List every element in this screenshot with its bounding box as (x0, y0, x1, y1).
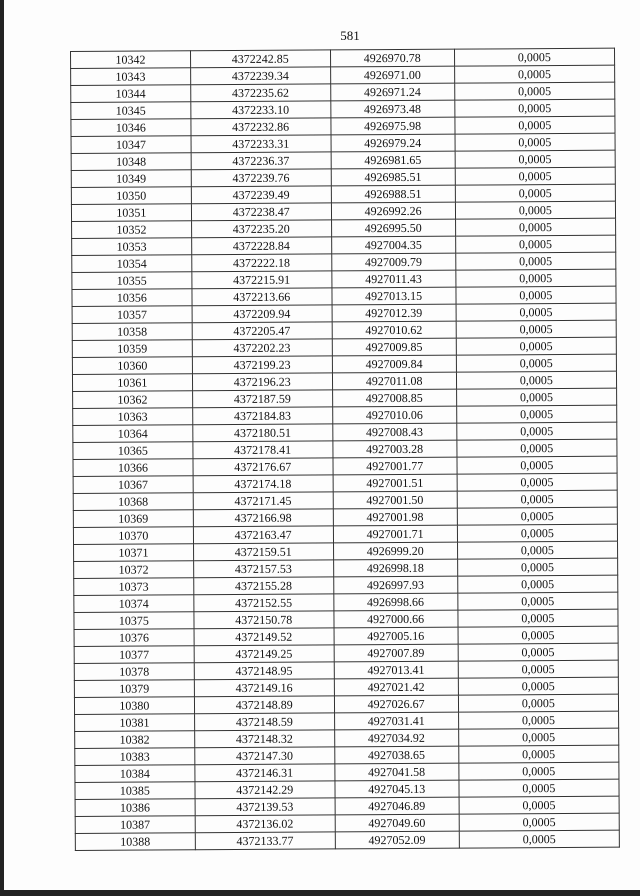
point-number-cell: 10364 (73, 425, 193, 443)
page-number: 581 (340, 28, 360, 43)
x-coordinate-cell: 4372184.83 (192, 407, 332, 425)
deviation-cell: 0,0005 (458, 745, 618, 763)
point-number-cell: 10379 (74, 680, 194, 698)
deviation-cell: 0,0005 (455, 201, 615, 219)
x-coordinate-cell: 4372178.41 (193, 441, 333, 459)
deviation-cell: 0,0005 (455, 167, 615, 185)
deviation-cell: 0,0005 (457, 473, 617, 491)
deviation-cell: 0,0005 (456, 354, 616, 372)
x-coordinate-cell: 4372242.85 (190, 50, 330, 68)
deviation-cell: 0,0005 (458, 660, 618, 678)
point-number-cell: 10360 (72, 357, 192, 375)
deviation-cell: 0,0005 (457, 558, 617, 576)
coordinates-table-body (71, 48, 620, 850)
deviation-cell: 0,0005 (457, 456, 617, 474)
point-number-cell: 10370 (73, 527, 193, 545)
point-number-cell: 10387 (75, 816, 195, 834)
deviation-cell: 0,0005 (458, 728, 618, 746)
deviation-cell: 0,0005 (454, 48, 614, 66)
y-coordinate-cell: 4926971.24 (330, 83, 454, 101)
deviation-cell: 0,0005 (456, 269, 616, 287)
y-coordinate-cell: 4927010.62 (332, 321, 456, 339)
deviation-cell: 0,0005 (454, 65, 614, 83)
y-coordinate-cell: 4926988.51 (331, 185, 455, 203)
x-coordinate-cell: 4372236.37 (191, 152, 331, 170)
point-number-cell: 10372 (74, 561, 194, 579)
point-number-cell: 10381 (75, 714, 195, 732)
point-number-cell: 10388 (75, 833, 195, 851)
point-number-cell: 10361 (72, 374, 192, 392)
x-coordinate-cell: 4372239.76 (191, 169, 331, 187)
point-number-cell: 10371 (74, 544, 194, 562)
y-coordinate-cell: 4927009.79 (331, 253, 455, 271)
y-coordinate-cell: 4926979.24 (331, 134, 455, 152)
scan-edge-left (0, 0, 4, 896)
deviation-cell: 0,0005 (457, 490, 617, 508)
x-coordinate-cell: 4372233.31 (191, 135, 331, 153)
x-coordinate-cell: 4372187.59 (192, 390, 332, 408)
y-coordinate-cell: 4927001.51 (333, 474, 457, 492)
x-coordinate-cell: 4372166.98 (193, 509, 333, 527)
point-number-cell: 10386 (75, 799, 195, 817)
deviation-cell: 0,0005 (457, 524, 617, 542)
y-coordinate-cell: 4926999.20 (333, 542, 457, 560)
x-coordinate-cell: 4372148.32 (194, 730, 334, 748)
x-coordinate-cell: 4372163.47 (193, 526, 333, 544)
point-number-cell: 10347 (71, 136, 191, 154)
x-coordinate-cell: 4372196.23 (192, 373, 332, 391)
deviation-cell: 0,0005 (455, 150, 615, 168)
x-coordinate-cell: 4372235.62 (190, 84, 330, 102)
point-number-cell: 10350 (71, 187, 191, 205)
point-number-cell: 10377 (74, 646, 194, 664)
y-coordinate-cell: 4927046.89 (335, 797, 459, 815)
point-number-cell: 10385 (75, 782, 195, 800)
y-coordinate-cell: 4927008.43 (332, 423, 456, 441)
point-number-cell: 10382 (75, 731, 195, 749)
point-number-cell: 10344 (71, 85, 191, 103)
point-number-cell: 10373 (74, 578, 194, 596)
deviation-cell: 0,0005 (458, 643, 618, 661)
y-coordinate-cell: 4927001.50 (333, 491, 457, 509)
y-coordinate-cell: 4926975.98 (331, 117, 455, 135)
deviation-cell: 0,0005 (459, 830, 619, 848)
y-coordinate-cell: 4927010.06 (332, 406, 456, 424)
deviation-cell: 0,0005 (458, 711, 618, 729)
y-coordinate-cell: 4927004.35 (331, 236, 455, 254)
deviation-cell: 0,0005 (455, 184, 615, 202)
y-coordinate-cell: 4927005.16 (334, 627, 458, 645)
deviation-cell: 0,0005 (457, 507, 617, 525)
point-number-cell: 10368 (73, 493, 193, 511)
y-coordinate-cell: 4927012.39 (332, 304, 456, 322)
y-coordinate-cell: 4926998.18 (333, 559, 457, 577)
x-coordinate-cell: 4372148.59 (194, 713, 334, 731)
point-number-cell: 10378 (74, 663, 194, 681)
coordinates-table (70, 48, 620, 851)
x-coordinate-cell: 4372239.49 (191, 186, 331, 204)
point-number-cell: 10363 (73, 408, 193, 426)
deviation-cell: 0,0005 (458, 609, 618, 627)
point-number-cell: 10348 (71, 153, 191, 171)
x-coordinate-cell: 4372159.51 (193, 543, 333, 561)
point-number-cell: 10367 (73, 476, 193, 494)
point-number-cell: 10353 (72, 238, 192, 256)
deviation-cell: 0,0005 (458, 694, 618, 712)
point-number-cell: 10359 (72, 340, 192, 358)
point-number-cell: 10366 (73, 459, 193, 477)
y-coordinate-cell: 4927009.84 (332, 355, 456, 373)
deviation-cell: 0,0005 (459, 779, 619, 797)
x-coordinate-cell: 4372228.84 (191, 237, 331, 255)
point-number-cell: 10356 (72, 289, 192, 307)
y-coordinate-cell: 4927011.43 (331, 270, 455, 288)
point-number-cell: 10355 (72, 272, 192, 290)
y-coordinate-cell: 4927008.85 (332, 389, 456, 407)
point-number-cell: 10343 (71, 68, 191, 86)
deviation-cell: 0,0005 (456, 371, 616, 389)
y-coordinate-cell: 4926998.66 (333, 593, 457, 611)
deviation-cell: 0,0005 (457, 541, 617, 559)
deviation-cell: 0,0005 (458, 677, 618, 695)
x-coordinate-cell: 4372209.94 (192, 305, 332, 323)
x-coordinate-cell: 4372222.18 (192, 254, 332, 272)
deviation-cell: 0,0005 (454, 82, 614, 100)
y-coordinate-cell: 4927052.09 (335, 831, 459, 849)
point-number-cell: 10375 (74, 612, 194, 630)
y-coordinate-cell: 4927001.71 (333, 525, 457, 543)
point-number-cell: 10349 (71, 170, 191, 188)
x-coordinate-cell: 4372155.28 (193, 577, 333, 595)
x-coordinate-cell: 4372148.89 (194, 696, 334, 714)
y-coordinate-cell: 4926985.51 (331, 168, 455, 186)
y-coordinate-cell: 4926970.78 (330, 49, 454, 67)
deviation-cell: 0,0005 (459, 796, 619, 814)
point-number-cell: 10358 (72, 323, 192, 341)
x-coordinate-cell: 4372149.16 (194, 679, 334, 697)
y-coordinate-cell: 4927007.89 (334, 644, 458, 662)
x-coordinate-cell: 4372232.86 (191, 118, 331, 136)
y-coordinate-cell: 4926992.26 (331, 202, 455, 220)
y-coordinate-cell: 4927013.41 (334, 661, 458, 679)
deviation-cell: 0,0005 (459, 813, 619, 831)
deviation-cell: 0,0005 (455, 218, 615, 236)
point-number-cell: 10376 (74, 629, 194, 647)
x-coordinate-cell: 4372235.20 (191, 220, 331, 238)
y-coordinate-cell: 4927003.28 (333, 440, 457, 458)
point-number-cell: 10365 (73, 442, 193, 460)
y-coordinate-cell: 4927049.60 (335, 814, 459, 832)
x-coordinate-cell: 4372133.77 (195, 832, 335, 850)
x-coordinate-cell: 4372152.55 (194, 594, 334, 612)
deviation-cell: 0,0005 (455, 116, 615, 134)
point-number-cell: 10345 (71, 102, 191, 120)
deviation-cell: 0,0005 (457, 575, 617, 593)
x-coordinate-cell: 4372202.23 (192, 339, 332, 357)
x-coordinate-cell: 4372215.91 (192, 271, 332, 289)
y-coordinate-cell: 4926973.48 (330, 100, 454, 118)
deviation-cell: 0,0005 (459, 762, 619, 780)
x-coordinate-cell: 4372213.66 (192, 288, 332, 306)
y-coordinate-cell: 4927000.66 (334, 610, 458, 628)
x-coordinate-cell: 4372149.25 (194, 645, 334, 663)
y-coordinate-cell: 4927034.92 (334, 729, 458, 747)
y-coordinate-cell: 4927001.98 (333, 508, 457, 526)
deviation-cell: 0,0005 (456, 405, 616, 423)
deviation-cell: 0,0005 (458, 592, 618, 610)
deviation-cell: 0,0005 (456, 422, 616, 440)
y-coordinate-cell: 4927013.15 (332, 287, 456, 305)
x-coordinate-cell: 4372238.47 (191, 203, 331, 221)
point-number-cell: 10380 (74, 697, 194, 715)
point-number-cell: 10351 (71, 204, 191, 222)
x-coordinate-cell: 4372171.45 (193, 492, 333, 510)
deviation-cell: 0,0005 (455, 99, 615, 117)
deviation-cell: 0,0005 (456, 286, 616, 304)
x-coordinate-cell: 4372157.53 (193, 560, 333, 578)
y-coordinate-cell: 4927001.77 (333, 457, 457, 475)
deviation-cell: 0,0005 (456, 388, 616, 406)
y-coordinate-cell: 4927031.41 (334, 712, 458, 730)
table-row (75, 830, 619, 850)
deviation-cell: 0,0005 (455, 133, 615, 151)
y-coordinate-cell: 4927038.65 (334, 746, 458, 764)
y-coordinate-cell: 4926995.50 (331, 219, 455, 237)
deviation-cell: 0,0005 (455, 252, 615, 270)
point-number-cell: 10374 (74, 595, 194, 613)
deviation-cell: 0,0005 (456, 337, 616, 355)
y-coordinate-cell: 4926997.93 (333, 576, 457, 594)
y-coordinate-cell: 4927041.58 (334, 763, 458, 781)
x-coordinate-cell: 4372136.02 (195, 815, 335, 833)
point-number-cell: 10362 (73, 391, 193, 409)
y-coordinate-cell: 4926981.65 (331, 151, 455, 169)
point-number-cell: 10346 (71, 119, 191, 137)
x-coordinate-cell: 4372150.78 (194, 611, 334, 629)
x-coordinate-cell: 4372180.51 (193, 424, 333, 442)
point-number-cell: 10369 (73, 510, 193, 528)
point-number-cell: 10383 (75, 748, 195, 766)
deviation-cell: 0,0005 (455, 235, 615, 253)
x-coordinate-cell: 4372176.67 (193, 458, 333, 476)
point-number-cell: 10342 (71, 51, 191, 69)
point-number-cell: 10384 (75, 765, 195, 783)
x-coordinate-cell: 4372205.47 (192, 322, 332, 340)
x-coordinate-cell: 4372148.95 (194, 662, 334, 680)
scan-edge-bottom (0, 890, 640, 896)
x-coordinate-cell: 4372233.10 (191, 101, 331, 119)
x-coordinate-cell: 4372146.31 (195, 764, 335, 782)
x-coordinate-cell: 4372199.23 (192, 356, 332, 374)
point-number-cell: 10352 (72, 221, 192, 239)
x-coordinate-cell: 4372239.34 (190, 67, 330, 85)
x-coordinate-cell: 4372147.30 (195, 747, 335, 765)
y-coordinate-cell: 4927011.08 (332, 372, 456, 390)
point-number-cell: 10357 (72, 306, 192, 324)
x-coordinate-cell: 4372174.18 (193, 475, 333, 493)
x-coordinate-cell: 4372149.52 (194, 628, 334, 646)
deviation-cell: 0,0005 (456, 320, 616, 338)
x-coordinate-cell: 4372142.29 (195, 781, 335, 799)
y-coordinate-cell: 4927026.67 (334, 695, 458, 713)
deviation-cell: 0,0005 (457, 439, 617, 457)
deviation-cell: 0,0005 (456, 303, 616, 321)
deviation-cell: 0,0005 (458, 626, 618, 644)
point-number-cell: 10354 (72, 255, 192, 273)
y-coordinate-cell: 4926971.00 (330, 66, 454, 84)
x-coordinate-cell: 4372139.53 (195, 798, 335, 816)
y-coordinate-cell: 4927009.85 (332, 338, 456, 356)
y-coordinate-cell: 4927021.42 (334, 678, 458, 696)
y-coordinate-cell: 4927045.13 (335, 780, 459, 798)
